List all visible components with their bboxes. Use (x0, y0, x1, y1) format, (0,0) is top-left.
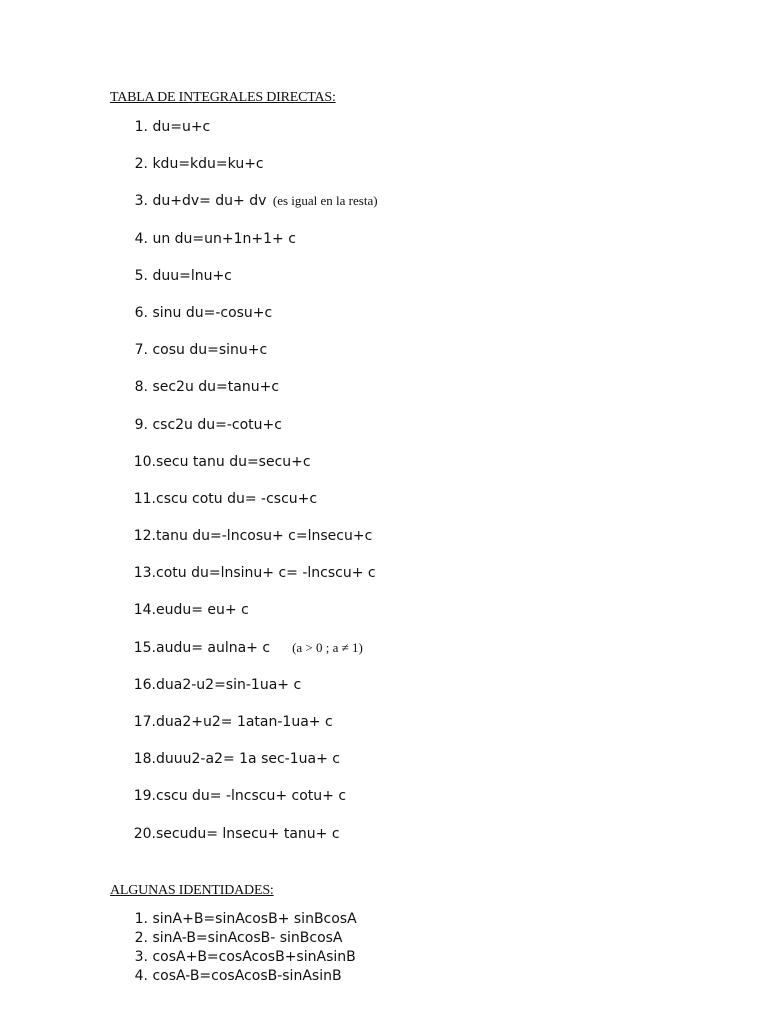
item-formula: audu= aulna+ c (156, 639, 271, 656)
item-note: (a > 0 ; a ≠ 1) (292, 639, 363, 655)
item-number: 3. (134, 193, 148, 210)
item-formula: cosA-B=cosAcosB-sinAsinB (152, 968, 342, 984)
list-item (110, 711, 378, 733)
item-number: 4. (134, 230, 148, 247)
item-number: 5. (134, 267, 148, 284)
item-formula: csc2u du=-cotu+c (152, 416, 282, 433)
list-item (110, 228, 378, 250)
item-formula: eudu= eu+ c (156, 602, 249, 619)
item-number: 18. (133, 751, 156, 768)
list-item (110, 599, 378, 621)
item-number: 2. (134, 156, 148, 173)
identities-heading: ALGUNAS IDENTIDADES: (110, 883, 274, 898)
list-item (110, 910, 357, 929)
item-number: 12. (133, 528, 156, 545)
list-item (110, 967, 357, 986)
list-item (110, 525, 378, 547)
item-number: 3. (134, 949, 148, 965)
list-item (110, 265, 378, 287)
item-number: 17. (133, 714, 156, 730)
item-number: 10. (133, 453, 156, 470)
item-formula: sinA-B=sinAcosB- sinBcosA (152, 930, 343, 946)
list-item (110, 785, 378, 807)
item-number: 7. (134, 342, 148, 359)
list-item (110, 190, 378, 212)
list-item (110, 302, 378, 324)
item-formula: un du=un+1n+1+ c (152, 230, 296, 247)
list-item (110, 414, 378, 436)
list-item (110, 948, 357, 967)
item-number: 1. (134, 119, 148, 135)
list-item (110, 339, 378, 361)
item-number: 20. (133, 825, 156, 842)
list-item (110, 748, 378, 770)
item-formula: du+dv= du+ dv (152, 193, 267, 210)
list-item (110, 376, 378, 398)
list-item (110, 451, 378, 473)
item-formula: dua2-u2=sin-1ua+ c (156, 676, 302, 693)
list-item (110, 929, 357, 948)
item-formula: cscu cotu du= -cscu+c (156, 490, 318, 507)
item-formula: cosu du=sinu+c (152, 342, 268, 359)
item-formula: duu=lnu+c (152, 267, 232, 284)
item-formula: sec2u du=tanu+c (152, 379, 280, 396)
list-item (110, 116, 378, 138)
item-number: 9. (134, 416, 148, 433)
item-formula: cosA+B=cosAcosB+sinAsinB (152, 949, 356, 965)
item-number: 16. (133, 676, 156, 693)
item-number: 19. (133, 788, 156, 805)
list-item (110, 674, 378, 696)
list-item (110, 488, 378, 510)
integrals-list (110, 116, 378, 860)
list-item (110, 562, 378, 584)
item-number: 13. (133, 565, 156, 582)
list-item (110, 637, 378, 659)
item-number: 4. (134, 968, 148, 984)
item-number: 11. (133, 490, 156, 507)
item-number: 14. (133, 602, 156, 619)
item-formula: dua2+u2= 1atan-1ua+ c (156, 714, 333, 730)
item-note: (es igual en la resta) (272, 193, 378, 209)
item-formula: cotu du=lnsinu+ c= -lncscu+ c (156, 565, 376, 582)
item-formula: secu tanu du=secu+c (156, 453, 311, 470)
item-formula: kdu=kdu=ku+c (152, 156, 264, 173)
item-number: 15. (133, 639, 156, 656)
list-item (110, 153, 378, 175)
item-number: 8. (134, 379, 148, 396)
item-formula: secudu= lnsecu+ tanu+ c (156, 825, 340, 842)
identities-list (110, 910, 357, 986)
item-formula: sinA+B=sinAcosB+ sinBcosA (152, 911, 357, 927)
item-number: 6. (134, 304, 148, 321)
item-number: 1. (134, 911, 148, 927)
list-item (110, 823, 378, 845)
item-formula: sinu du=-cosu+c (152, 304, 273, 321)
item-formula: duuu2-a2= 1a sec-1ua+ c (156, 751, 340, 768)
item-formula: du=u+c (152, 119, 211, 135)
integrals-heading: TABLA DE INTEGRALES DIRECTAS: (110, 90, 336, 105)
item-formula: cscu du= -lncscu+ cotu+ c (156, 788, 347, 805)
item-formula: tanu du=-lncosu+ c=lnsecu+c (156, 528, 373, 545)
item-number: 2. (134, 930, 148, 946)
